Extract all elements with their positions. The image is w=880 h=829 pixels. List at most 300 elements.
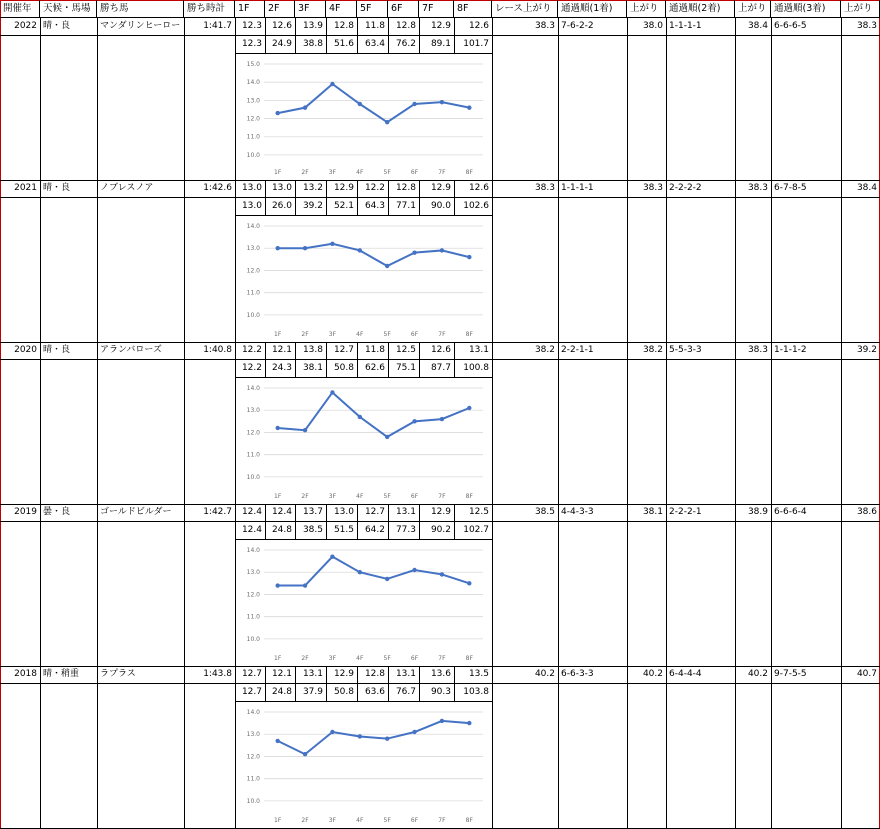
lap-time-chart	[236, 216, 491, 342]
y-tick-label: 11.0	[246, 451, 260, 459]
cumulative-time-cell: 77.1	[395, 201, 416, 211]
cumulative-time-cell: 90.2	[430, 525, 451, 535]
last-3f-3rd: 38.3	[856, 21, 877, 31]
year-cell: 2019	[14, 507, 37, 517]
lap-time-point	[358, 734, 362, 738]
y-tick-label: 13.0	[246, 97, 260, 105]
x-tick-label: 3F	[328, 331, 337, 338]
cumulative-time-cell: 24.9	[271, 39, 292, 49]
column-divider	[265, 342, 266, 378]
lap-time-cell: 13.1	[468, 345, 489, 355]
column-divider	[454, 342, 455, 378]
last-3f-2nd: 38.4	[747, 21, 768, 31]
year-cell: 2022	[14, 21, 37, 31]
column-header: 1F	[235, 0, 265, 18]
lap-time-point	[467, 721, 471, 725]
column-header: レース上がり	[492, 0, 558, 18]
column-divider	[97, 18, 98, 180]
column-divider	[97, 666, 98, 828]
column-divider	[841, 18, 842, 180]
x-tick-label: 7F	[438, 493, 446, 500]
x-tick-label: 5F	[383, 817, 391, 824]
lap-time-cell: 13.6	[430, 669, 451, 679]
lap-time-point	[330, 554, 334, 558]
cumulative-time-cell: 90.3	[430, 687, 451, 697]
column-header: 4F	[326, 0, 357, 18]
cumulative-time-cell: 26.0	[271, 201, 292, 211]
passing-order-1st: 7-6-2-2	[561, 21, 594, 31]
lap-time-cell: 12.2	[364, 183, 385, 193]
y-tick-label: 10.0	[246, 797, 260, 805]
column-divider	[841, 342, 842, 504]
lap-time-cell: 12.2	[241, 345, 262, 355]
x-tick-label: 5F	[383, 331, 391, 338]
lap-time-cell: 12.7	[241, 669, 262, 679]
cumulative-time-cell: 50.8	[333, 363, 354, 373]
y-tick-label: 12.0	[246, 753, 260, 761]
lap-time-cell: 12.8	[364, 669, 385, 679]
column-divider	[771, 18, 772, 180]
x-tick-label: 3F	[328, 817, 337, 824]
column-divider	[265, 180, 266, 216]
column-divider	[454, 18, 455, 54]
lap-time-cell: 12.6	[430, 345, 451, 355]
y-tick-label: 11.0	[246, 289, 260, 297]
column-divider	[771, 666, 772, 828]
x-tick-label: 2F	[301, 169, 309, 176]
column-header: 通過順(2着)	[666, 0, 735, 18]
lap-time-chart-svg	[236, 540, 491, 666]
race-last-3f: 38.5	[534, 507, 555, 517]
cumulative-time-cell: 24.3	[271, 363, 292, 373]
lap-time-cell: 13.5	[468, 669, 489, 679]
lap-time-point	[303, 246, 307, 250]
column-divider	[841, 504, 842, 666]
lap-time-cell: 12.4	[271, 507, 292, 517]
lap-time-cell: 13.9	[302, 21, 323, 31]
x-tick-label: 2F	[301, 493, 309, 500]
column-divider	[295, 342, 296, 378]
x-tick-label: 3F	[328, 493, 337, 500]
lap-time-cell: 12.6	[468, 183, 489, 193]
column-divider	[357, 504, 358, 540]
lap-time-chart	[236, 540, 491, 666]
time-cell: 1:41.7	[203, 21, 232, 31]
y-tick-label: 14.0	[246, 547, 260, 554]
column-header: 2F	[265, 0, 295, 18]
y-tick-label: 10.0	[246, 473, 260, 481]
lap-time-cell: 12.1	[271, 669, 292, 679]
y-tick-label: 13.0	[246, 245, 260, 253]
x-tick-label: 6F	[410, 331, 419, 338]
lap-time-cell: 12.9	[430, 183, 451, 193]
column-divider	[492, 504, 493, 666]
column-divider	[492, 666, 493, 828]
column-divider	[326, 342, 327, 378]
column-divider	[419, 666, 420, 702]
row-divider	[0, 521, 880, 522]
x-tick-label: 2F	[301, 655, 309, 662]
passing-order-3rd: 6-6-6-4	[774, 507, 807, 517]
x-tick-label: 6F	[410, 655, 419, 662]
column-header: 天候・馬場	[40, 0, 97, 18]
column-divider	[558, 180, 559, 342]
cumulative-time-cell: 50.8	[333, 687, 354, 697]
x-tick-label: 6F	[410, 493, 419, 500]
lap-time-point	[275, 426, 279, 430]
column-divider	[735, 180, 736, 342]
column-divider	[357, 18, 358, 54]
column-divider	[419, 504, 420, 540]
lap-time-cell: 12.9	[430, 21, 451, 31]
column-divider	[265, 504, 266, 540]
cumulative-time-cell: 101.7	[463, 39, 489, 49]
cumulative-time-cell: 64.3	[364, 201, 385, 211]
column-divider	[735, 18, 736, 180]
column-divider	[388, 342, 389, 378]
cumulative-time-cell: 12.4	[241, 525, 262, 535]
column-divider	[97, 180, 98, 342]
y-tick-label: 12.0	[246, 267, 260, 275]
y-tick-label: 10.0	[246, 311, 260, 319]
lap-time-point	[330, 242, 334, 246]
x-tick-label: 1F	[274, 331, 282, 338]
last-3f-2nd: 38.3	[747, 183, 768, 193]
cumulative-time-cell: 52.1	[333, 201, 354, 211]
cumulative-time-cell: 12.3	[241, 39, 262, 49]
column-divider	[295, 18, 296, 54]
passing-order-3rd: 1-1-1-2	[774, 345, 807, 355]
column-divider	[666, 18, 667, 180]
x-tick-label: 6F	[410, 817, 419, 824]
lap-time-cell: 12.9	[333, 183, 354, 193]
lap-time-cell: 12.5	[395, 345, 416, 355]
cumulative-time-cell: 38.1	[302, 363, 323, 373]
last-3f-1st: 38.1	[642, 507, 663, 517]
cumulative-time-cell: 64.2	[364, 525, 385, 535]
row-divider	[0, 197, 880, 198]
passing-order-2nd: 6-4-4-4	[669, 669, 702, 679]
x-tick-label: 4F	[356, 331, 364, 338]
year-cell: 2021	[14, 183, 37, 193]
lap-time-point	[330, 730, 334, 734]
x-tick-label: 5F	[383, 655, 391, 662]
x-tick-label: 7F	[438, 817, 446, 824]
last-3f-1st: 40.2	[642, 669, 663, 679]
column-divider	[627, 666, 628, 828]
column-divider	[771, 180, 772, 342]
lap-time-cell: 12.8	[333, 21, 354, 31]
lap-time-point	[275, 111, 279, 115]
column-header: 勝ち時計	[184, 0, 235, 18]
x-tick-label: 3F	[328, 655, 337, 662]
race-last-3f: 40.2	[534, 669, 555, 679]
row-divider	[0, 35, 880, 36]
last-3f-3rd: 38.6	[856, 507, 877, 517]
lap-time-cell: 12.1	[271, 345, 292, 355]
lap-time-cell: 13.0	[271, 183, 292, 193]
x-tick-label: 3F	[328, 169, 337, 176]
last-3f-3rd: 38.4	[856, 183, 877, 193]
lap-time-point	[412, 730, 416, 734]
column-divider	[40, 342, 41, 504]
column-divider	[666, 666, 667, 828]
x-tick-label: 8F	[465, 817, 473, 824]
column-divider	[419, 342, 420, 378]
race-last-3f: 38.3	[534, 183, 555, 193]
cumulative-time-cell: 77.3	[395, 525, 416, 535]
cumulative-time-cell: 87.7	[430, 363, 451, 373]
column-divider	[454, 180, 455, 216]
lap-time-chart	[236, 378, 491, 504]
last-3f-1st: 38.2	[642, 345, 663, 355]
lap-time-cell: 13.0	[241, 183, 262, 193]
column-divider	[492, 180, 493, 342]
passing-order-1st: 4-4-3-3	[561, 507, 594, 517]
cumulative-time-cell: 75.1	[395, 363, 416, 373]
column-divider	[388, 666, 389, 702]
lap-time-cell: 12.6	[468, 21, 489, 31]
y-tick-label: 14.0	[246, 709, 260, 716]
lap-time-point	[385, 120, 389, 124]
column-header: 勝ち馬	[97, 0, 184, 18]
lap-time-point	[358, 102, 362, 106]
y-tick-label: 11.0	[246, 133, 260, 141]
y-tick-label: 10.0	[246, 151, 260, 159]
column-divider	[627, 342, 628, 504]
lap-time-series-line	[278, 557, 470, 586]
column-divider	[388, 504, 389, 540]
column-divider	[97, 342, 98, 504]
column-divider	[295, 666, 296, 702]
winner-cell: アランバローズ	[100, 345, 162, 355]
x-tick-label: 7F	[438, 169, 446, 176]
cumulative-time-cell: 62.6	[364, 363, 385, 373]
y-tick-label: 13.0	[246, 569, 260, 577]
lap-time-cell: 12.4	[241, 507, 262, 517]
lap-time-point	[275, 246, 279, 250]
column-divider	[771, 504, 772, 666]
column-divider	[295, 504, 296, 540]
last-3f-1st: 38.3	[642, 183, 663, 193]
x-tick-label: 8F	[465, 493, 473, 500]
lap-time-cell: 13.1	[302, 669, 323, 679]
lap-time-point	[385, 577, 389, 581]
y-tick-label: 14.0	[246, 223, 260, 230]
time-cell: 1:42.7	[203, 507, 232, 517]
x-tick-label: 5F	[383, 169, 391, 176]
column-divider	[771, 342, 772, 504]
passing-order-1st: 2-2-1-1	[561, 345, 594, 355]
cumulative-time-cell: 24.8	[271, 525, 292, 535]
column-divider	[40, 504, 41, 666]
column-header: 上がり	[841, 0, 880, 18]
lap-time-point	[303, 752, 307, 756]
column-header: 通過順(3着)	[771, 0, 841, 18]
lap-time-cell: 13.0	[333, 507, 354, 517]
cumulative-time-cell: 13.0	[241, 201, 262, 211]
y-tick-label: 14.0	[246, 79, 260, 87]
time-cell: 1:40.8	[203, 345, 232, 355]
year-cell: 2018	[14, 669, 37, 679]
winner-cell: ラプラス	[100, 669, 136, 679]
column-divider	[627, 180, 628, 342]
y-tick-label: 14.0	[246, 385, 260, 392]
lap-time-cell: 11.8	[364, 345, 385, 355]
lap-time-point	[358, 570, 362, 574]
column-header: 上がり	[735, 0, 771, 18]
cumulative-time-cell: 63.6	[364, 687, 385, 697]
lap-time-point	[330, 82, 334, 86]
x-tick-label: 2F	[301, 331, 309, 338]
column-divider	[627, 504, 628, 666]
year-cell: 2020	[14, 345, 37, 355]
winner-cell: ノブレスノア	[100, 183, 154, 193]
x-tick-label: 4F	[356, 493, 364, 500]
lap-time-cell: 12.8	[395, 183, 416, 193]
row-divider	[0, 359, 880, 360]
lap-time-point	[385, 736, 389, 740]
weather-cell: 晴・良	[43, 345, 71, 355]
lap-time-point	[330, 390, 334, 394]
x-tick-label: 6F	[410, 169, 419, 176]
column-divider	[454, 504, 455, 540]
lap-time-cell: 12.7	[364, 507, 385, 517]
column-divider	[265, 666, 266, 702]
lap-time-series-line	[278, 721, 470, 754]
lap-time-point	[440, 572, 444, 576]
column-header: 8F	[454, 0, 492, 18]
cumulative-time-cell: 51.5	[333, 525, 354, 535]
column-divider	[735, 666, 736, 828]
time-cell: 1:42.6	[203, 183, 232, 193]
cumulative-time-cell: 76.2	[395, 39, 416, 49]
lap-time-point	[275, 583, 279, 587]
lap-time-cell: 12.7	[333, 345, 354, 355]
column-divider	[326, 18, 327, 54]
column-divider	[735, 504, 736, 666]
x-tick-label: 5F	[383, 493, 391, 500]
lap-time-cell: 12.9	[333, 669, 354, 679]
column-divider	[184, 180, 185, 342]
cumulative-time-cell: 103.8	[463, 687, 489, 697]
column-header: 上がり	[627, 0, 666, 18]
x-tick-label: 8F	[465, 331, 473, 338]
y-tick-label: 11.0	[246, 775, 260, 783]
column-divider	[558, 666, 559, 828]
column-divider	[40, 18, 41, 180]
y-tick-label: 15.0	[246, 61, 260, 68]
x-tick-label: 7F	[438, 655, 446, 662]
column-divider	[841, 180, 842, 342]
lap-time-point	[358, 415, 362, 419]
lap-time-point	[385, 435, 389, 439]
y-tick-label: 12.0	[246, 115, 260, 123]
lap-time-cell: 12.5	[468, 507, 489, 517]
lap-time-cell: 12.3	[241, 21, 262, 31]
column-divider	[558, 18, 559, 180]
last-3f-2nd: 40.2	[747, 669, 768, 679]
lap-time-chart-svg	[236, 54, 491, 180]
cumulative-time-cell: 100.8	[463, 363, 489, 373]
column-header: 3F	[295, 0, 326, 18]
column-divider	[666, 180, 667, 342]
column-divider	[357, 342, 358, 378]
lap-time-point	[467, 105, 471, 109]
column-divider	[326, 666, 327, 702]
passing-order-3rd: 9-7-5-5	[774, 669, 807, 679]
last-3f-3rd: 39.2	[856, 345, 877, 355]
weather-cell: 晴・稍重	[43, 669, 80, 679]
column-divider	[295, 180, 296, 216]
passing-order-3rd: 6-6-6-5	[774, 21, 807, 31]
lap-time-chart-svg	[236, 216, 491, 342]
lap-time-cell: 13.7	[302, 507, 323, 517]
x-tick-label: 1F	[274, 655, 282, 662]
column-divider	[184, 18, 185, 180]
x-tick-label: 1F	[274, 493, 282, 500]
lap-time-point	[303, 583, 307, 587]
lap-time-point	[440, 100, 444, 104]
passing-order-2nd: 5-5-3-3	[669, 345, 702, 355]
lap-time-cell: 13.8	[302, 345, 323, 355]
cumulative-time-cell: 63.4	[364, 39, 385, 49]
y-tick-label: 13.0	[246, 731, 260, 739]
column-divider	[454, 666, 455, 702]
column-divider	[492, 18, 493, 180]
column-divider	[184, 342, 185, 504]
winner-cell: ゴールドビルダー	[100, 507, 172, 517]
lap-time-cell: 13.1	[395, 507, 416, 517]
cumulative-time-cell: 37.9	[302, 687, 323, 697]
lap-time-cell: 12.9	[430, 507, 451, 517]
cumulative-time-cell: 38.5	[302, 525, 323, 535]
passing-order-2nd: 2-2-2-2	[669, 183, 702, 193]
column-divider	[558, 342, 559, 504]
lap-time-point	[412, 419, 416, 423]
column-divider	[841, 666, 842, 828]
y-tick-label: 12.0	[246, 591, 260, 599]
header-divider	[0, 17, 880, 18]
lap-time-point	[275, 739, 279, 743]
last-3f-3rd: 40.7	[856, 669, 877, 679]
lap-time-point	[440, 719, 444, 723]
column-divider	[97, 504, 98, 666]
x-tick-label: 1F	[274, 817, 282, 824]
column-divider	[40, 180, 41, 342]
passing-order-1st: 6-6-3-3	[561, 669, 594, 679]
cumulative-time-cell: 90.0	[430, 201, 451, 211]
column-divider	[326, 504, 327, 540]
column-divider	[388, 18, 389, 54]
last-3f-2nd: 38.3	[747, 345, 768, 355]
last-3f-1st: 38.0	[642, 21, 663, 31]
lap-time-point	[412, 102, 416, 106]
column-header: 6F	[388, 0, 419, 18]
cumulative-time-cell: 51.6	[333, 39, 354, 49]
column-divider	[388, 180, 389, 216]
column-divider	[558, 504, 559, 666]
column-divider	[735, 342, 736, 504]
lap-time-point	[412, 568, 416, 572]
lap-time-cell: 12.6	[271, 21, 292, 31]
lap-time-point	[303, 428, 307, 432]
lap-time-point	[412, 250, 416, 254]
weather-cell: 晴・良	[43, 21, 71, 31]
x-tick-label: 8F	[465, 169, 473, 176]
lap-time-cell: 12.8	[395, 21, 416, 31]
column-divider	[419, 18, 420, 54]
